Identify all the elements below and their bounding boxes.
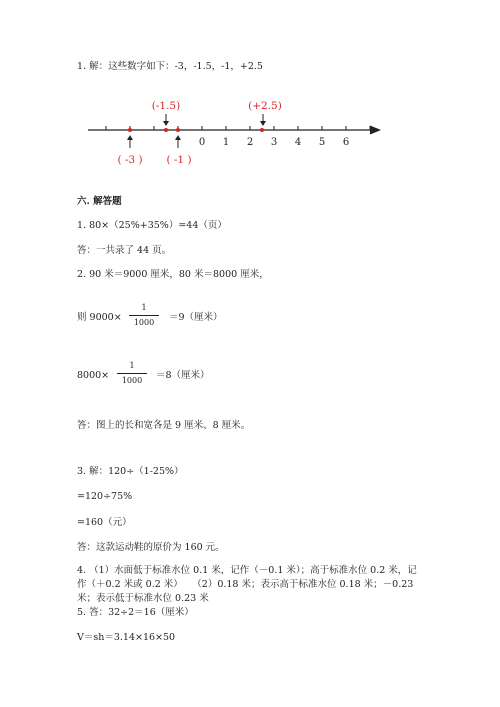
fraction-numerator: 1	[129, 361, 135, 370]
point-minus-1	[176, 128, 180, 132]
label-minus-1: ( -1 )	[166, 154, 192, 166]
a2-calc2-right: ＝8（厘米）	[156, 370, 210, 381]
tick-label: 6	[342, 137, 350, 148]
tick-label: 1	[222, 137, 230, 148]
a1-formula: 1. 80×（25%+35%）=44（页）	[77, 220, 227, 231]
a3-line3: =160（元）	[77, 517, 132, 528]
arrow-minus-1-5-head	[163, 121, 169, 126]
a2-fraction-1	[129, 303, 159, 328]
tick-label: 4	[294, 137, 302, 148]
a2-answer: 答：图上的长和宽各是 9 厘米、8 厘米。	[77, 420, 251, 431]
a4-line1: 4. （1）水面低于标准水位 0.1 米，记作（－0.1 米）；高于标准水位 0.2 米，记	[77, 565, 417, 576]
tick-label: 5	[318, 137, 326, 148]
arrow-minus-1-head	[175, 135, 181, 140]
a3-answer: 答：这款运动鞋的原价为 160 元。	[77, 542, 225, 553]
a3-line2: =120÷75%	[77, 491, 133, 502]
point-minus-3	[128, 128, 132, 132]
a4-line3: 米；表示低于标准水位 0.23 米	[77, 593, 209, 604]
label-plus-2-5: (+2.5)	[248, 100, 282, 112]
section-heading: 六. 解答题	[77, 196, 122, 207]
fraction-denominator: 1000	[121, 376, 143, 385]
a2-calc1-right: ＝9（厘米）	[169, 312, 223, 323]
tick-label: 2	[246, 137, 254, 148]
point-minus-1-5	[164, 128, 168, 132]
a5-line2: V＝sh＝3.14×16×50	[77, 632, 176, 643]
label-minus-1-5: (-1.5)	[151, 100, 181, 112]
tick-label: 3	[270, 137, 278, 148]
a2-fraction-2	[117, 361, 147, 386]
arrow-plus-2-5-head	[260, 121, 266, 126]
label-minus-3: ( -3 )	[117, 154, 143, 166]
a1-answer: 答：一共录了 44 页。	[77, 245, 172, 256]
a2-calc1-left: 则 9000×	[77, 312, 122, 323]
a5-line1: 5. 答：32÷2＝16（厘米）	[77, 607, 194, 618]
arrow-minus-3-head	[127, 135, 133, 140]
tick-label: 0	[198, 137, 206, 148]
a2-calc2-left: 8000×	[77, 370, 110, 381]
number-line-arrowhead	[370, 126, 381, 135]
fraction-denominator: 1000	[133, 318, 155, 327]
point-plus-2-5	[260, 128, 264, 132]
number-line-figure	[0, 95, 500, 185]
a3-line1: 3. 解：120÷（1-25%）	[77, 466, 184, 477]
a2-line1: 2. 90 米＝9000 厘米，80 米＝8000 厘米，	[77, 269, 269, 280]
fraction-numerator: 1	[141, 303, 147, 312]
q1-line: 1. 解：这些数字如下：-3，-1.5，-1，+2.5	[77, 61, 263, 72]
a4-line2: 作（＋0.2 米或 0.2 米） （2）0.18 米；表示高于标准水位 0.18 米；－0.23	[77, 579, 414, 590]
